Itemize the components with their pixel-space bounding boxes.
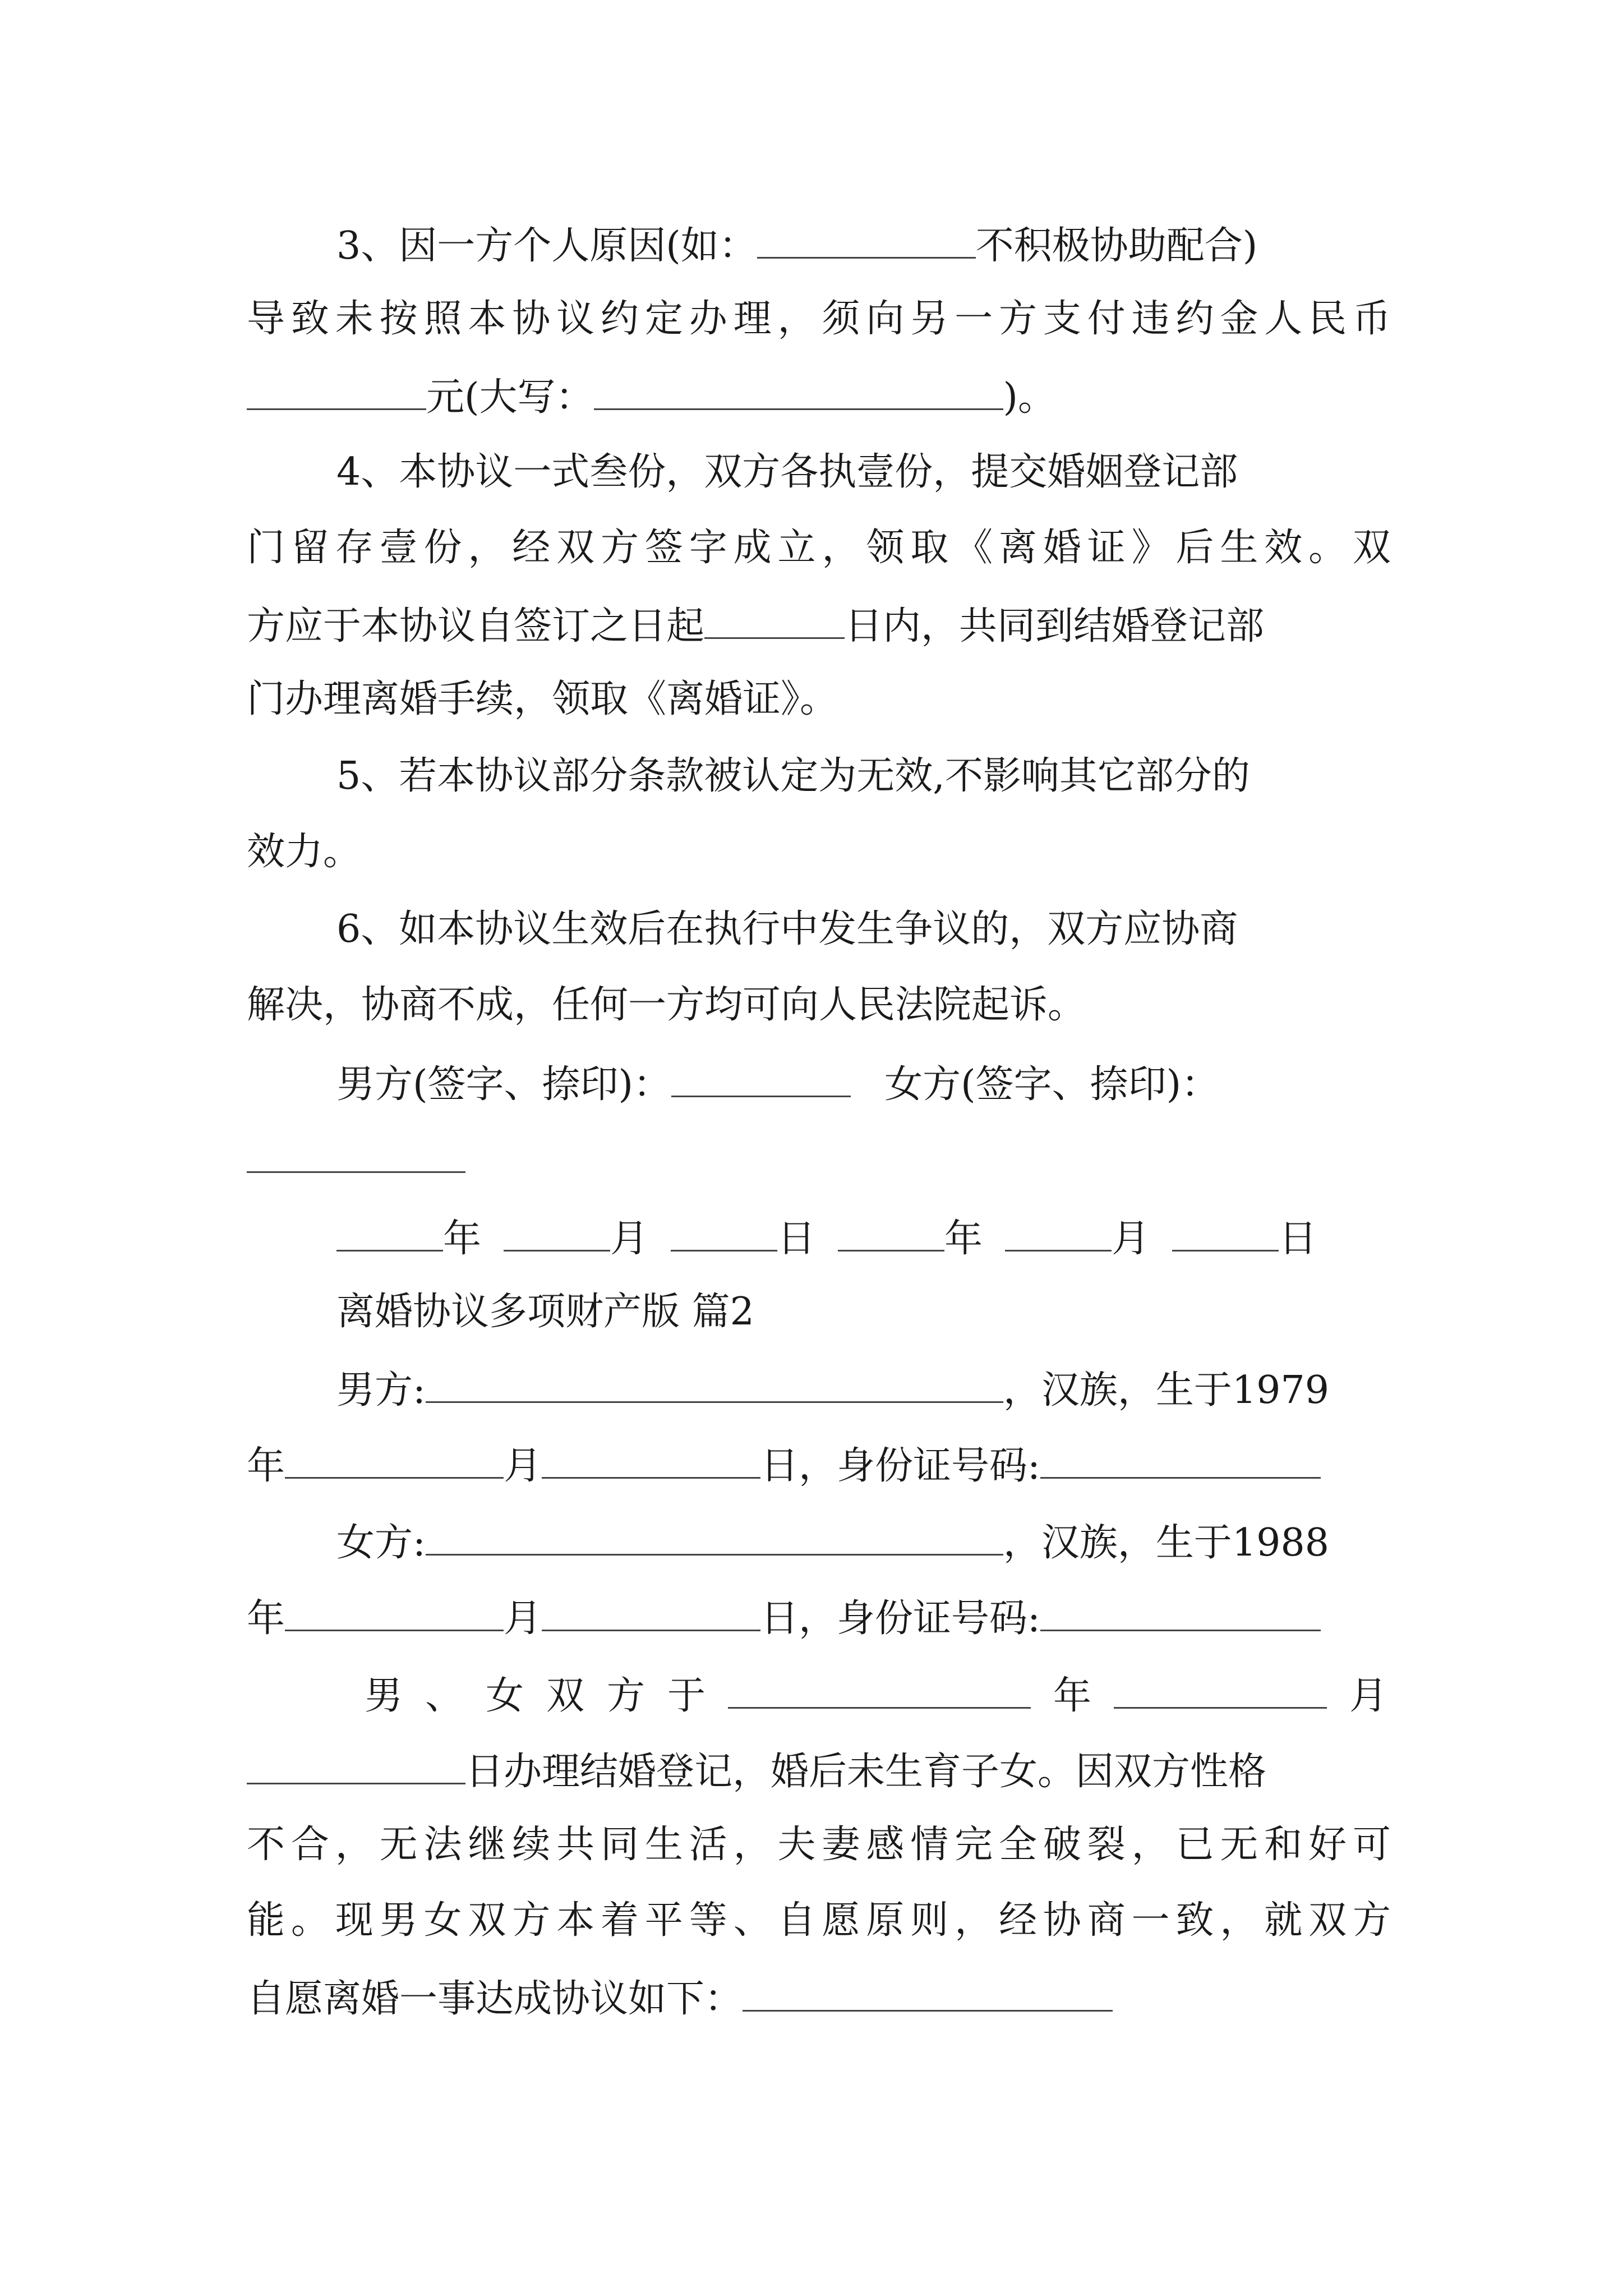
female-year-blank[interactable] xyxy=(838,1217,944,1251)
text: 门留存壹份，经双方签字成立，领取《离婚证》后生效。双 xyxy=(247,526,1391,570)
female-signature-label: 女方(签字、捺印)： xyxy=(884,1062,1220,1107)
text: 男、女双方于 xyxy=(365,1674,728,1718)
clause6-line2 xyxy=(247,983,1391,1027)
text: 3、因一方个人原因(如： xyxy=(336,224,757,268)
male-signature-blank[interactable] xyxy=(671,1063,851,1097)
text: )。 xyxy=(1003,375,1057,420)
marriage-year-blank[interactable] xyxy=(728,1674,1031,1709)
clause3-line2 xyxy=(247,297,1391,341)
text: 效力。 xyxy=(247,830,362,874)
signature-line xyxy=(336,1062,1391,1107)
text: 能。现男女双方本着平等、自愿原则，经协商一致，就双方 xyxy=(247,1898,1391,1943)
clause3-line3 xyxy=(247,375,1391,420)
clause4-line3 xyxy=(247,605,1391,646)
amount-blank[interactable] xyxy=(247,376,426,410)
text: ，汉族，生于1979 xyxy=(1003,1368,1329,1412)
marriage-line3 xyxy=(247,1823,1391,1867)
male-label: 男方: xyxy=(336,1368,426,1412)
male-birth-month-blank[interactable] xyxy=(285,1444,504,1479)
female-birth-month-blank[interactable] xyxy=(285,1597,504,1631)
female-signature-blank[interactable] xyxy=(247,1139,465,1173)
text: 5、若本协议部分条款被认定为无效,不影响其它部分的 xyxy=(336,754,1250,798)
female-name-blank[interactable] xyxy=(426,1521,1003,1556)
text: 日，身份证号码: xyxy=(760,1596,1040,1641)
section-title-text: 离婚协议多项财产版 篇2 xyxy=(336,1290,754,1334)
text: 月 xyxy=(504,1444,542,1488)
text: ，汉族，生于1988 xyxy=(1003,1521,1329,1565)
date-line xyxy=(336,1217,1391,1261)
marriage-line5 xyxy=(247,1977,1391,2021)
male-day-blank[interactable] xyxy=(671,1217,777,1251)
section-title xyxy=(336,1290,1391,1334)
text: 月 xyxy=(1349,1674,1388,1718)
clause4-line1 xyxy=(336,450,1391,494)
female-day-blank[interactable] xyxy=(1172,1217,1279,1251)
male-year-blank[interactable] xyxy=(336,1217,443,1251)
agreement-blank[interactable] xyxy=(743,1977,1113,2012)
text: 日办理结婚登记，婚后未生育子女。因双方性格 xyxy=(465,1750,1267,1794)
text: 方应于本协议自签订之日起 xyxy=(247,604,705,648)
text: 年 xyxy=(1053,1674,1092,1718)
amount-uppercase-blank[interactable] xyxy=(594,376,1003,410)
marriage-month-blank[interactable] xyxy=(1114,1674,1327,1709)
text: 日内，共同到结婚登记部 xyxy=(845,604,1265,648)
male-birth-day-blank[interactable] xyxy=(542,1444,760,1479)
female-month-blank[interactable] xyxy=(1005,1217,1112,1251)
male-month-blank[interactable] xyxy=(504,1217,610,1251)
clause4-line4 xyxy=(247,677,1391,721)
text: 不积极协助配合) xyxy=(975,224,1258,268)
male-signature-label: 男方(签字、捺印)： xyxy=(336,1062,672,1107)
text: 年 xyxy=(247,1596,285,1641)
month-label: 月 xyxy=(610,1217,649,1261)
male-info-line1 xyxy=(336,1369,1391,1410)
days-blank[interactable] xyxy=(704,605,845,639)
male-info-line2 xyxy=(247,1444,1391,1488)
month-label: 月 xyxy=(1112,1217,1150,1261)
year-label: 年 xyxy=(443,1217,482,1261)
female-info-line2 xyxy=(247,1596,1391,1641)
text: 自愿离婚一事达成协议如下： xyxy=(247,1977,743,2021)
clause3-line1 xyxy=(336,224,1391,268)
text: 日，身份证号码: xyxy=(760,1444,1040,1488)
clause5-line1 xyxy=(336,754,1391,798)
clause6-line1 xyxy=(336,907,1391,951)
text: 解决，协商不成，任何一方均可向人民法院起诉。 xyxy=(247,983,1086,1027)
text: 导致未按照本协议约定办理，须向另一方支付违约金人民币 xyxy=(247,297,1391,341)
female-id-blank[interactable] xyxy=(1040,1597,1321,1631)
clause5-line2 xyxy=(247,830,1391,874)
text: 门办理离婚手续，领取《离婚证》。 xyxy=(247,677,838,721)
female-birth-day-blank[interactable] xyxy=(542,1597,760,1631)
marriage-line4 xyxy=(247,1898,1391,1943)
text: 年 xyxy=(247,1444,285,1488)
year-label: 年 xyxy=(944,1217,983,1261)
clause4-line2 xyxy=(247,526,1391,570)
male-id-blank[interactable] xyxy=(1040,1444,1321,1479)
text: 4、本协议一式叁份，双方各执壹份，提交婚姻登记部 xyxy=(336,450,1238,494)
male-name-blank[interactable] xyxy=(426,1369,1003,1403)
text: 不合，无法继续共同生活，夫妻感情完全破裂，已无和好可 xyxy=(247,1823,1391,1867)
marriage-line2 xyxy=(247,1750,1391,1794)
female-signature-blank-line xyxy=(247,1139,1391,1180)
marriage-day-blank[interactable] xyxy=(247,1750,465,1784)
female-label: 女方: xyxy=(336,1521,426,1565)
text: 元(大写： xyxy=(426,375,594,420)
text: 月 xyxy=(504,1596,542,1641)
blank-field[interactable] xyxy=(757,224,976,259)
day-label: 日 xyxy=(777,1217,816,1261)
day-label: 日 xyxy=(1279,1217,1317,1261)
female-info-line1 xyxy=(336,1521,1391,1565)
marriage-line1 xyxy=(365,1674,1391,1718)
text: 6、如本协议生效后在执行中发生争议的，双方应协商 xyxy=(336,907,1238,951)
